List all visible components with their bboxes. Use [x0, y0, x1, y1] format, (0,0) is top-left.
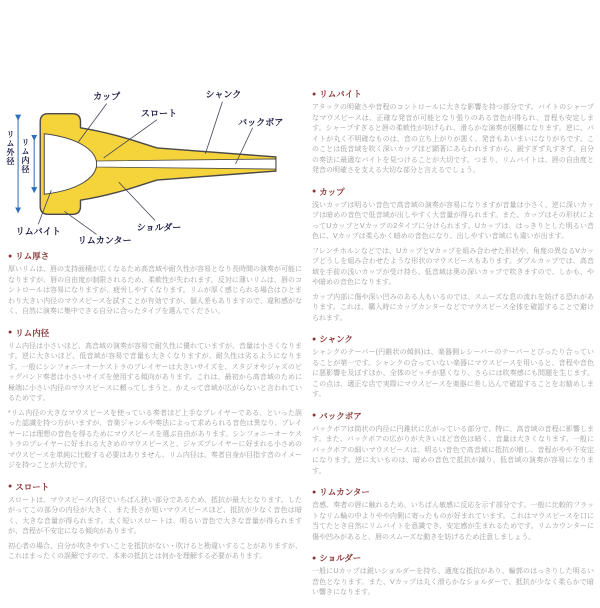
- rim-outer-diameter-label: リム外径: [6, 130, 15, 166]
- section-title-rim-inner-diameter: [8, 327, 302, 339]
- section-title-rim-thickness: [8, 250, 302, 262]
- section-shoulder: [312, 552, 594, 599]
- section-title-backbore: [312, 410, 594, 422]
- bullet-icon: ●: [312, 412, 317, 419]
- rim-bite-label: リムバイト: [15, 226, 61, 237]
- section-paragraph: シャンクのテーパー(円錐状の傾斜)は、楽器側レシーバーのテーパーとぴったり合っていることが第一です。シャンクの合っていない楽器にマウスピースを用いると、音程や音色に悪影響を及ぼすほか、全体のピッチが悪くなり、さらには吹奏感にも問題を生じます。この点は、適正な店で実際にマウスピースを楽器に差し込んで確認することをお勧めします。: [312, 349, 594, 398]
- section-paragraph: *リム内径の大きなマウスピースを使っている奏者ほど上手なプレイヤーである、といった誤った認識を持つ方がいますが、音楽ジャンルや奏法によって求められる音色は異なり、プレイヤーには理想の音色を得るためにマウスピースを選ぶ自由があります。シンフォニーオーケストラのプレイヤーに好まれる大きめのマウスピースと、ジャズプレイヤーに好まれる小さめのマウスピースを単純に比較する必要はありません。リム内径は、奏者自身が目指す音のイメージを持つことが大切です。: [8, 409, 302, 469]
- section-title-text: バックボア: [319, 410, 362, 421]
- shoulder-leader-line: [119, 182, 155, 220]
- section-paragraph: バックボアは筒状の内径に円錐状に広がっている部分で、特に、高音域の音程に影響します。また、バックボアの広がりが大きいほど音色は暗く、音量は大きくなります。一般にバックボアの細いマウスピースは、明るい音色で高音域に抵抗が増し、音程がやや不安定になります。逆に太いものは、暗めの音色で抵抗が減り、低音域の演奏が容易になります。: [312, 425, 594, 475]
- section-paragraph: 厚いリムは、唇の支持面積が広くなるため高音域や耐久性が容易となり長時間の演奏が可能になりますが、唇の自由度が制限されるため、柔軟性が失われます。反対に薄いリムは、唇のコントロールは容易になりますが、疲労しやすくなります。リムが厚く感じられる場合はひとまわり大きい内径のマウスピースを試すことが有効ですが、個人差もありますので、違和感がなく、自然に演奏に集中できる自分に合ったタイプを選んでください。: [8, 266, 302, 315]
- section-paragraph: 音感、奏者の唇に触れるため、いちばん敏感に反応を示す部分です。一般に比較的フラットなリム輪の中よりやや内側に寄ったものが好まれています。これはマウスピースを口に当てたとき自然にリムバイトを意識でき、安定感が生まれるためです。リムカウンターに傷や凹みがあると、唇のスムーズな動きを妨げるため注意しましょう。: [312, 502, 594, 541]
- section-title-throat: [8, 481, 302, 493]
- mouthpiece-diagram: [6, 82, 308, 246]
- mouthpiece-svg: [6, 82, 308, 246]
- section-paragraph: フレンチホルンなどでは、UカップとVカップを組み合わせた形状や、角度の異なるVカップどうしを組み合わせたような形状のマウスピースもあります。ダブルカップでは、高音域を手前の浅いカップが受け持ち、低音域は奥の深いカップで吹きますので、しかも、やや暗めの音色になります。: [312, 247, 594, 286]
- bullet-icon: ●: [312, 335, 317, 343]
- section-title-text: カップ: [319, 186, 345, 197]
- section-title-text: ショルダー: [319, 553, 362, 563]
- cup-label: カップ: [93, 91, 121, 102]
- section-title-shank: [312, 333, 594, 345]
- section-backbore: [312, 410, 594, 478]
- section-paragraph: アタックの明確さや音程のコントロールに大きな影響を持つ部分です。バイトのシャープなマウスピースは、正確な発音が可能となり張りのある音色が得られ、音程も安定します。シャープすぎると唇の柔軟性が妨げられ、滑らかな演奏が困難になります。逆に、バイトが丸く不明確なものは、音の立ち上がりが悪く、発音もあいまいになりがちです。このことは低音域を吹く深いカップほど顕著にあらわれますから、鋭すぎず丸すぎず、自分の奏法に最適なバイトを見つけることが大切です。つまり、リムバイトは、唇の自由度と発音の明確さを支える大切な部分と言えるでしょう。: [312, 104, 594, 174]
- section-title-shoulder: [312, 552, 594, 564]
- mouthpiece-bore: [97, 159, 276, 169]
- section-shank: [312, 333, 594, 401]
- rim-contour-label: リムカンター: [77, 235, 132, 246]
- section-paragraph: 初心者の場合、自分が吹きやすいことを抵抗がない・吹けると勘違いすることがありますが、これはまったくの誤解ですので、本来の抵抗とは何かを理解する必要があります。: [8, 542, 302, 560]
- section-rim-contour: [312, 486, 594, 543]
- shank-leader-line: [205, 102, 222, 154]
- section-paragraph: カップ内部に傷や深い凹みのある人もいるのでは、スムーズな息の流れを妨げる恐れがあります。これは、購入時にカップカンターなどでマウスピース全体を確認することで避けられます。: [312, 293, 594, 322]
- backbore-label: バックボア: [238, 117, 284, 128]
- section-title-text: リム内径: [15, 327, 50, 338]
- bullet-icon: ●: [312, 488, 317, 496]
- bullet-icon: ●: [312, 90, 317, 98]
- shank-label: シャンク: [205, 89, 242, 100]
- section-title-text: リムバイト: [319, 89, 362, 99]
- section-title-text: リム厚さ: [15, 251, 50, 261]
- section-rim-bite: [312, 88, 594, 177]
- section-paragraph: リム内径は小さいほど、高音域の演奏が容易で耐久性に優れていますが、音量は小さくなります。逆に大きいほど、低音域が容易で音量も大きくなりますが、耐久性は劣るようになります。一般にシンフォニーオーケストラのプレイヤーは大きいサイズを、スタジオやジャズのビッグバンド奏者は小さいサイズを使用する傾向があります。これは、最初から高音域のために極端に小さい内径のマウスピースに頼ってしまうと、かえって音域が広がらないと言われているためです。: [8, 342, 302, 402]
- left-text-column: [8, 250, 302, 572]
- section-title-text: リムカンター: [319, 487, 370, 497]
- section-title-text: スロート: [15, 481, 50, 492]
- shoulder-label: ショルダー: [136, 222, 182, 233]
- bullet-icon: ●: [8, 329, 13, 336]
- right-text-column: [312, 88, 594, 608]
- section-title-text: シャンク: [319, 334, 353, 344]
- rim-contour-leader-line: [64, 211, 96, 234]
- section-cup: [312, 186, 594, 325]
- section-paragraph: 一般にUカップは鋭いショルダーを持ち、適度な抵抗があり、輪郭のはっきりした明るい音色となります。また、Vカップは丸く滑らかなショルダーで、抵抗が少なく柔らかで暗い響きになります。: [312, 568, 594, 596]
- section-title-cup: [312, 186, 594, 198]
- section-title-rim-bite: [312, 88, 594, 100]
- section-paragraph: スロートは、マウスピース内径でいちばん狭い部分であるため、抵抗が最大となります。したがってこの部分の内径が大きく、また長さが短いマウスピースほど、抵抗が少なく音色は暗く、大きな音量が得られます。太く短いスロートは、明るい音色で大きな音量が得られますが、音程が不安定になる傾向があります。: [8, 496, 302, 535]
- section-rim-inner-diameter: [8, 327, 302, 472]
- section-paragraph: 浅いカップは明るい音色で高音域の演奏が容易になりますが音量は小さく、逆に深いカップは暗めの音色で低音域が出しやすく大音量が得られます。また、カップはその形状によってUカップとVカップの2タイプに分けられます。Uカップは、はっきりとした明るい音色に、Vカップは柔らかく暗めの音色になり、出しやすい音域にも違いが出ます。: [312, 201, 594, 240]
- section-rim-thickness: [8, 250, 302, 318]
- rim-inner-diameter-label: リム内径: [21, 138, 30, 174]
- bullet-icon: ●: [312, 554, 317, 562]
- section-throat: [8, 481, 302, 563]
- bullet-icon: ●: [8, 483, 13, 490]
- bullet-icon: ●: [312, 188, 317, 195]
- bullet-icon: ●: [8, 252, 13, 260]
- section-title-rim-contour: [312, 486, 594, 498]
- throat-label: スロート: [140, 108, 178, 119]
